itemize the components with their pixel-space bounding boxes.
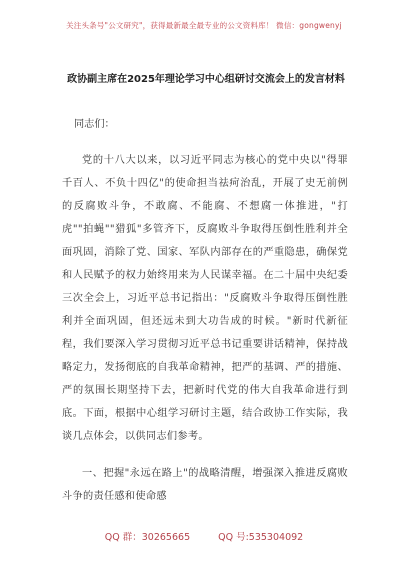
footer: [0, 529, 408, 543]
body-paragraph: 党的十八大以来，以习近平同志为核心的党中央以"得罪千百人、不负十四亿"的使命担当祛疴治乱，开展了史无前例的反腐败斗争，不敢腐、不能腐、不想腐一体推进，"打虎""拍蝇""猎狐"多管齐下，反腐败斗争取得压倒性胜利并全面巩固，消除了党、国家、军队内部存在的严重隐患，确保党和人民赋予的权力始终用来为人民谋幸福。在二十届中央纪委三次全会上，习近平总书记指出："反腐败斗争取得压倒性胜利并全面巩固，但还远未到大功告成的时候。"新时代新征程，我们要深入学习贯彻习近平总书记重要讲话精神，保持战略定力，发扬彻底的自我革命精神，把严的基调、严的措施、严的氛围长期坚持下去，把新时代党的伟大自我革命进行到底。下面，根据中心组学习研讨主题，结合政协工作实际，我谈几点体会，以供同志们参考。: [62, 155, 348, 442]
header-note: 关注头条号"公文研究"，获得最新最全最专业的公文资料库！ 微信：gongwenyj: [66, 21, 342, 30]
document-body: [62, 113, 348, 508]
footer-qq-number: QQ 号:535304092: [218, 532, 304, 543]
footer-qq-group: QQ 群：30265665: [104, 532, 191, 543]
section-heading: 一、把握"永远在路上"的战略清醒，增强深入推进反腐败斗争的责任感和使命感: [62, 468, 348, 502]
salutation: 同志们：: [74, 119, 115, 130]
document-title: 政协副主席在2025年理论学习中心组研讨交流会上的发言材料: [67, 74, 345, 85]
